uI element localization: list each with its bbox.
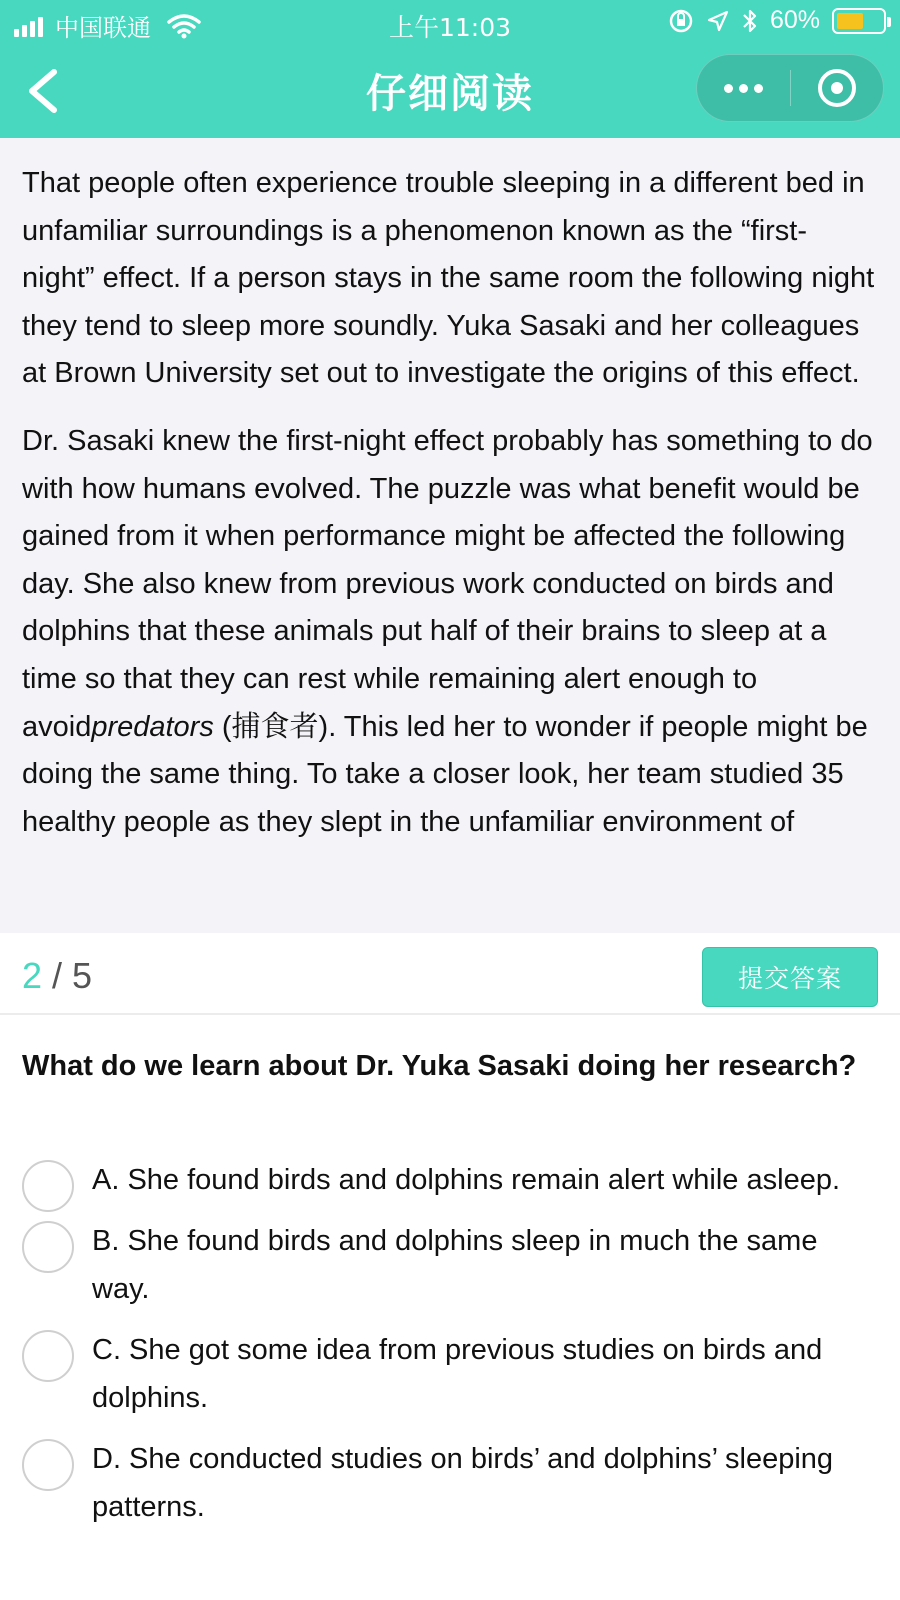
question-text: What do we learn about Dr. Yuka Sasaki doing her research?	[22, 1050, 857, 1082]
carrier-name: 中国联通	[55, 14, 151, 42]
answer-options	[0, 1156, 900, 1544]
target-icon	[818, 69, 856, 107]
bluetooth-icon	[742, 8, 758, 34]
more-options-button[interactable]	[697, 55, 790, 121]
passage-emphasis-word: predators	[91, 710, 214, 743]
location-icon	[706, 9, 730, 33]
page-title: 仔细阅读	[366, 71, 534, 117]
status-time: 上午11:03	[388, 13, 512, 42]
passage-paragraph-2-part-b: (捕食者). This led her to wonder if people might be doing the same thing. To take a closer look, her team studied 35 healthy people as they slept in the unfamiliar environment of	[22, 710, 868, 838]
option-label: D. She conducted studies on birds’ and dolphins’ sleeping patterns.	[92, 1443, 834, 1523]
miniprogram-capsule	[696, 54, 884, 122]
option-label: B. She found birds and dolphins sleep in much the same way.	[92, 1225, 818, 1305]
radio-button[interactable]	[22, 1439, 74, 1491]
app-header	[0, 0, 900, 138]
current-question-number: 2	[22, 955, 43, 996]
orientation-lock-icon	[668, 8, 694, 34]
reading-passage[interactable]	[0, 138, 900, 933]
option-c[interactable]	[0, 1326, 900, 1422]
question-counter	[22, 955, 92, 997]
option-label: A. She found birds and dolphins remain alert while asleep.	[92, 1164, 841, 1196]
counter-separator: /	[42, 955, 73, 996]
status-right	[668, 6, 886, 35]
option-b[interactable]	[0, 1217, 900, 1313]
battery-icon	[832, 8, 886, 34]
radio-button[interactable]	[22, 1221, 74, 1273]
total-questions: 5	[72, 955, 93, 996]
battery-level	[837, 13, 863, 29]
option-a[interactable]	[0, 1156, 900, 1204]
battery-percent: 60%	[769, 6, 820, 34]
status-bar	[0, 0, 900, 46]
passage-paragraph-1: That people often experience trouble sleeping in a different bed in unfamiliar surroundings is a phenomenon known as the “first-night” effect. If a person stays in the same room the following night they tend to sleep more soundly. Yuka Sasaki and her colleagues at Brown University set out to investigate the origins of this effect.	[22, 167, 875, 390]
submit-answer-button[interactable]: 提交答案	[702, 947, 878, 1007]
radio-button[interactable]	[22, 1160, 74, 1212]
close-miniprogram-button[interactable]	[791, 55, 883, 121]
radio-button[interactable]	[22, 1330, 74, 1382]
passage-paragraph-2-part-a: Dr. Sasaki knew the first-night effect probably has something to do with how humans evolved. The puzzle was what benefit would be gained from it when performance might be affected the following day. She also knew from previous work conducted on birds and dolphins that these animals put half of their brains to sleep at a time so that they can rest while remaining alert enough to avoid	[22, 424, 873, 743]
nav-bar	[0, 48, 900, 136]
passage-paragraph-2	[22, 418, 878, 846]
option-label: C. She got some idea from previous studies on birds and dolphins.	[92, 1334, 823, 1414]
option-d[interactable]	[0, 1435, 900, 1531]
question-progress-bar	[0, 933, 900, 1015]
